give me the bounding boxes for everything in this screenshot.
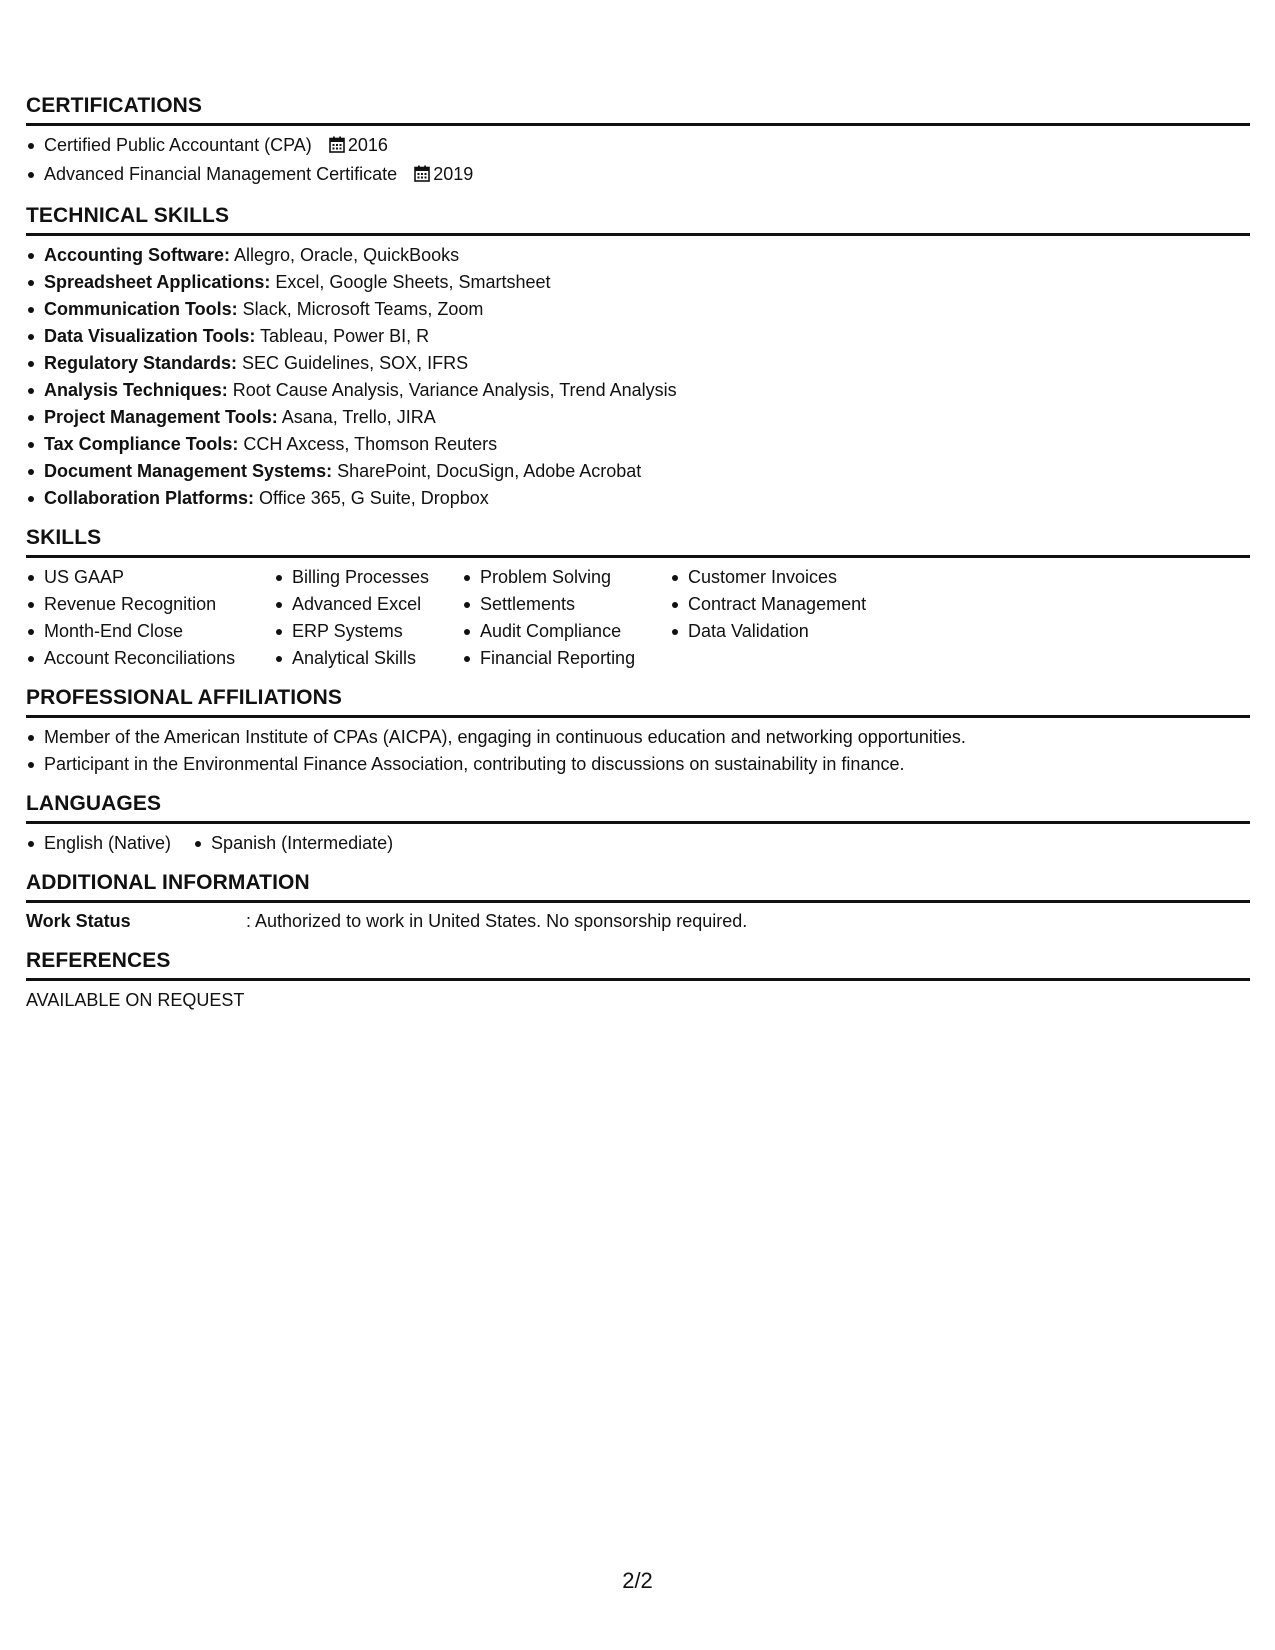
certification-name: Certified Public Accountant (CPA) [44,135,312,155]
work-status-value: : Authorized to work in United States. No sponsorship required. [246,911,748,931]
technical-skill-item [44,404,1250,431]
technical-skill-label: Spreadsheet Applications: [44,272,271,292]
skill-item: Settlements [480,591,670,618]
skill-item: US GAAP [44,564,274,591]
certification-item [44,132,1250,161]
page-number: 2/2 [622,1568,653,1593]
skills-column [462,564,670,672]
language-item: Spanish (Intermediate) [211,830,393,857]
skill-item: Customer Invoices [688,564,908,591]
technical-skill-value: Tableau, Power BI, R [255,326,430,346]
certification-year: 2019 [433,164,474,184]
technical-skill-value: Excel, Google Sheets, Smartsheet [270,272,551,292]
skill-item: Analytical Skills [292,645,462,672]
skill-item: ERP Systems [292,618,462,645]
technical-skill-value: Office 365, G Suite, Dropbox [254,488,489,508]
additional-info-section [26,871,1250,935]
skills-section [26,526,1250,672]
skill-item: Financial Reporting [480,645,670,672]
affiliations-heading: PROFESSIONAL AFFILIATIONS [26,686,1250,718]
certification-year: 2016 [347,135,388,155]
technical-skill-label: Data Visualization Tools: [44,326,256,346]
affiliations-section [26,686,1250,778]
certifications-list [26,132,1250,190]
technical-skill-item [44,431,1250,458]
work-status-label: Work Status [26,911,131,931]
technical-skill-label: Analysis Techniques: [44,380,228,400]
calendar-icon [329,134,345,161]
references-text: AVAILABLE ON REQUEST [26,990,245,1010]
technical-skill-item [44,458,1250,485]
skills-column [274,564,462,672]
languages-list [26,830,1250,857]
technical-skill-value: SharePoint, DocuSign, Adobe Acrobat [332,461,642,481]
skill-item: Month-End Close [44,618,274,645]
technical-skill-item [44,242,1250,269]
skills-column [26,564,274,672]
technical-skill-label: Project Management Tools: [44,407,278,427]
skill-item: Advanced Excel [292,591,462,618]
technical-skill-label: Regulatory Standards: [44,353,238,373]
technical-skill-label: Communication Tools: [44,299,238,319]
technical-skill-item [44,269,1250,296]
references-section [26,949,1250,1014]
languages-heading: LANGUAGES [26,792,1250,824]
skill-item: Audit Compliance [480,618,670,645]
technical-skill-label: Accounting Software: [44,245,231,265]
certifications-section [26,94,1250,190]
skill-item: Problem Solving [480,564,670,591]
references-heading: REFERENCES [26,949,1250,981]
skills-column [670,564,908,672]
affiliations-list [26,724,1250,778]
technical-skill-item [44,323,1250,350]
technical-skill-value: Slack, Microsoft Teams, Zoom [237,299,484,319]
affiliation-item: Member of the American Institute of CPAs (AICPA), engaging in continuous education and networking opportunities. [44,724,1250,751]
technical-skill-value: CCH Axcess, Thomson Reuters [238,434,498,454]
technical-skill-label: Document Management Systems: [44,461,333,481]
certification-item [44,161,1250,190]
additional-info-heading: ADDITIONAL INFORMATION [26,871,1250,903]
technical-skills-section [26,204,1250,512]
language-item: English (Native) [44,830,171,857]
technical-skill-label: Collaboration Platforms: [44,488,255,508]
technical-skill-value: Root Cause Analysis, Variance Analysis, Trend Analysis [227,380,677,400]
technical-skill-item [44,377,1250,404]
affiliation-item: Participant in the Environmental Finance Association, contributing to discussions on sustainability in finance. [44,751,1250,778]
certification-name: Advanced Financial Management Certificate [44,164,398,184]
technical-skill-value: Asana, Trello, JIRA [277,407,436,427]
technical-skill-item [44,485,1250,512]
skill-item: Contract Management [688,591,908,618]
skills-heading: SKILLS [26,526,1250,558]
technical-skills-list [26,242,1250,512]
technical-skill-label: Tax Compliance Tools: [44,434,239,454]
certifications-heading: CERTIFICATIONS [26,94,1250,126]
technical-skill-value: SEC Guidelines, SOX, IFRS [237,353,469,373]
skills-grid [26,564,1250,672]
technical-skill-item [44,350,1250,377]
calendar-icon [414,163,430,190]
technical-skills-heading: TECHNICAL SKILLS [26,204,1250,236]
technical-skill-value: Allegro, Oracle, QuickBooks [230,245,460,265]
resume-page [26,94,1250,1014]
skill-item: Account Reconciliations [44,645,274,672]
technical-skill-item [44,296,1250,323]
skill-item: Revenue Recognition [44,591,274,618]
skill-item: Billing Processes [292,564,462,591]
skill-item: Data Validation [688,618,908,645]
languages-section [26,792,1250,857]
work-status-row [26,908,1250,935]
